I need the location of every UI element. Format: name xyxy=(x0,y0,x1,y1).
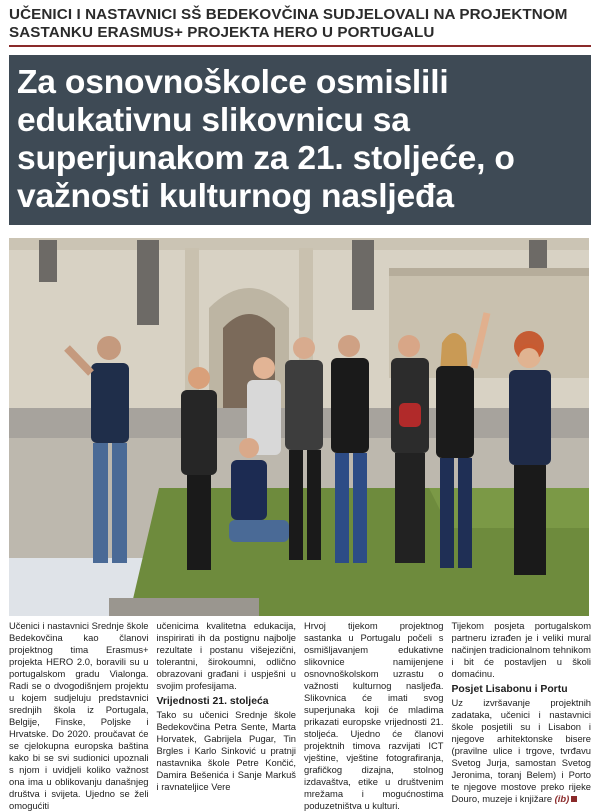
article-kicker: UČENICI I NASTAVNICI SŠ BEDEKOVČINA SUDJELOVALI NA PROJEKTNOM SASTANKU ERASMUS+ PROJEKTA HERO U PORTUGALU xyxy=(9,6,568,41)
body-column-3 xyxy=(304,620,444,811)
article-headline: Za osnovnoškolce osmislili edukativnu slikovnicu sa superjunakom za 21. stoljeće, o važnosti kulturnog nasljeđa xyxy=(17,64,515,215)
group-photo xyxy=(9,238,589,616)
subheading-values: Vrijednosti 21. stoljeća xyxy=(156,696,269,707)
paragraph-last xyxy=(452,697,592,805)
paragraph-text: Uz izvršavanje projektnih zadataka, učenici i nastavnici škole posjetili su i Lisabon i njegove arhitektonske bisere (pravilne ulice i trgove, tvrđavu Svetog Jurja, samostan Svetog Jeronima, toranj Belem) i Porto te njegove mostove preko rijeke Douro, muzeje i knjižare xyxy=(451,697,591,804)
article-body xyxy=(9,620,591,811)
body-column-1 xyxy=(9,620,149,811)
headline-banner xyxy=(9,55,591,225)
subheading-lisbon-porto: Posjet Lisabonu i Portu xyxy=(451,684,568,695)
paragraph: Tako su učenici Srednje škole Bedekovčina Petra Sente, Marta Horvatek, Gabrijela Pugar, Tin Brgles i Karlo Sinković u pratnji nastavnika škole Petre Končić, Damira Bešenića i Sanje Markuš i ravnateljice Vere xyxy=(156,709,296,792)
author-signature: (ib) xyxy=(554,793,570,804)
body-column-4 xyxy=(451,620,592,804)
end-mark xyxy=(571,796,577,802)
paragraph: Tijekom posjeta portugalskom partneru izrađen je i veliki mural načinjen tradicionalnom tehnikom i bit će postavljen u školi domaćinu. xyxy=(451,620,591,679)
body-column-2 xyxy=(156,620,297,792)
paragraph: Učenici i nastavnici Srednje škole Bedekovčina kao članovi projektnog tima Erasmus+ projekta HERO 2.0, boravili su u portugalskom gradu Vialonga. Radi se o dvogodišnjem projektu u kojem sudjeluju predstavnici srednjih škola iz Portugala, Belgije, Finske, Poljske i Hrvatske. Do 2020. proučavat će se cjelokupna europska baština kako bi se svi sudionici upoznali s njom i uvidjeli koliko važnost ona ima u oblikovanju današnjeg društva i svijeta. Ujedno se želi omogućiti xyxy=(9,620,149,811)
kicker-divider xyxy=(9,45,591,47)
group-photo-illustration xyxy=(9,238,589,616)
paragraph: učenicima kvalitetna edukacija, inspirirati ih da postignu najbolje rezultate i postanu višejezični, tolerantni, širokoumni, odlično obrazovani građani i uspješni u svojim profesijama. xyxy=(156,620,296,691)
paragraph: Hrvoj tijekom projektnog sastanka u Portugalu počeli s osmišljavanjem edukativne slikovnice namijenjene osnovnoškolskom uzrastu o važnosti kulturnog nasljeđa. Slikovnica će imati svog superjunaka koji će mladima prikazati europske vrijednosti 21. stoljeća. Ujedno će članovi projektnih timova razvijati ICT vještine, vještine fotografiranja, grafičkog dizajna, stolnog izdavaštva, etike u društvenim mrežama i mogućnostima poduzetništva u kulturi. xyxy=(304,620,444,811)
